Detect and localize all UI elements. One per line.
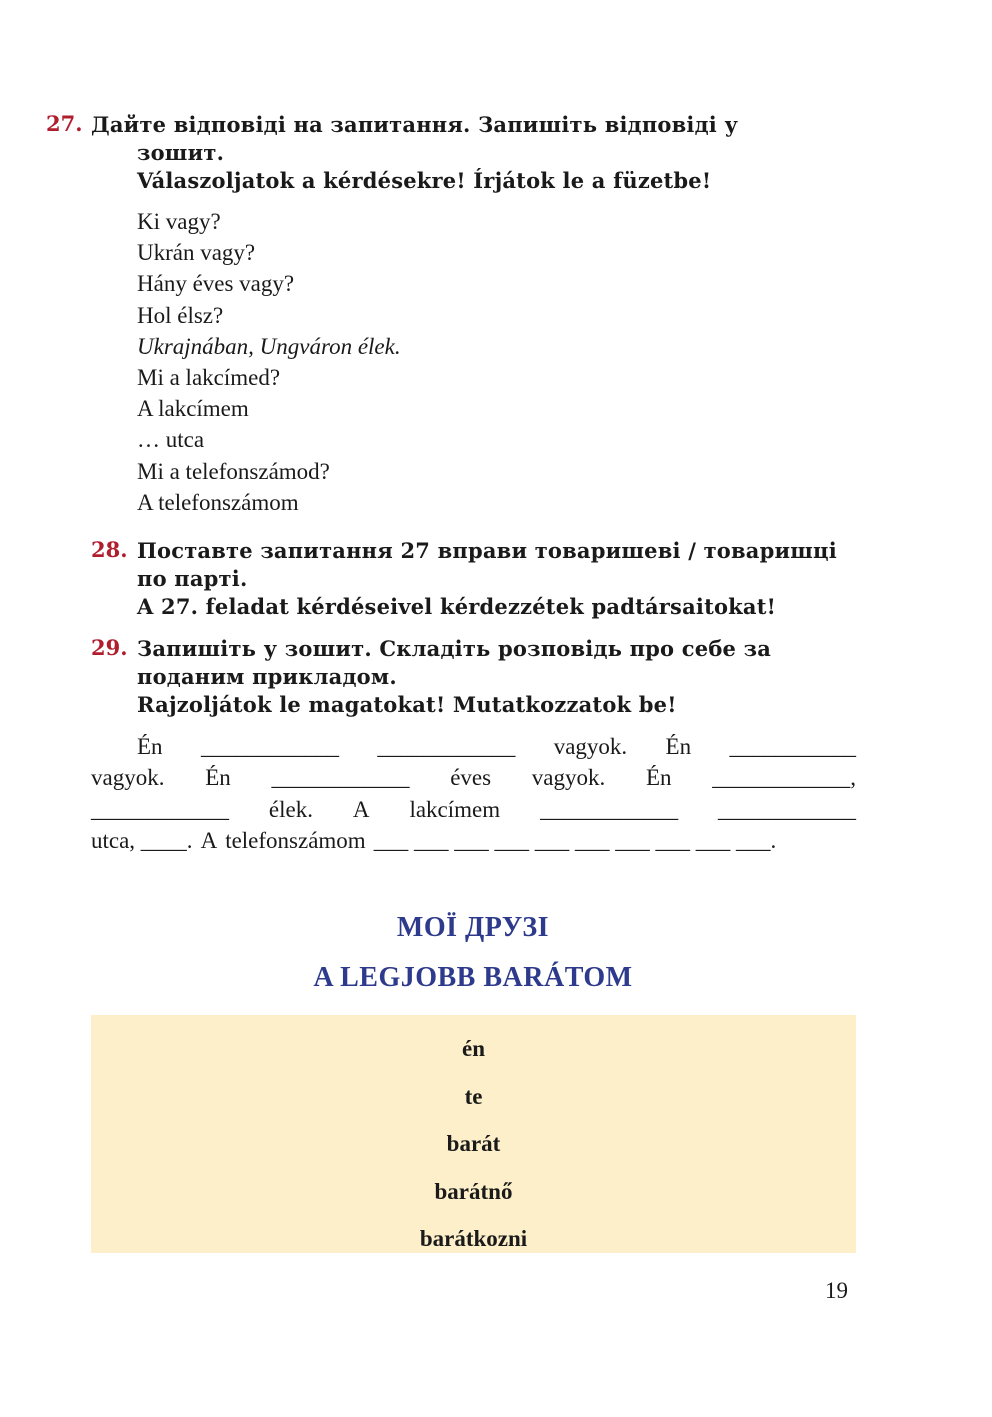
question-line: Ukrán vagy? <box>137 240 256 266</box>
vocabulary-box <box>91 1015 856 1253</box>
fill-row: utca, ____. A telefonszámom ___ ___ ___ ___ ___ ___ ___ ___ ___ ___. <box>91 825 856 856</box>
blank: ____________ <box>717 796 856 822</box>
answer-line: A lakcímem <box>137 396 249 422</box>
answer-line: … utca <box>137 427 205 453</box>
question-list <box>137 206 401 518</box>
fill-in-paragraph <box>91 731 856 856</box>
blank: ____________, <box>712 765 856 791</box>
question-line: Mi a lakcímed? <box>137 365 281 391</box>
vocabulary-word: barát <box>446 1131 501 1156</box>
task-instruction-ua: Запишіть у зошит. Складіть розповідь про себе за поданим прикладом. <box>137 636 772 689</box>
answer-line: A telefonszámom <box>137 489 299 515</box>
blank: ___ ___ ___ ___ ___ ___ ___ ___ ___ ___. <box>373 827 777 853</box>
question-line: Mi a telefonszámod? <box>137 458 330 484</box>
task-instruction-ua: Дайте відповіді на запитання. Запишіть відповіді у зошит. <box>91 112 739 165</box>
section-title-ua: МОЇ ДРУЗІ <box>396 912 550 943</box>
question-line: Ki vagy? <box>137 209 221 234</box>
task-instruction-hu: Rajzoljátok le magatokat! Mutatkozzatok be! <box>137 692 677 717</box>
blank: ____________ <box>91 796 229 822</box>
blank: ____________ <box>377 734 516 759</box>
example-answer: Ukrajnában, Ungváron élek. <box>137 333 401 359</box>
fill-row: Én ____________ ____________ vagyok. Én ___________ <box>91 731 856 762</box>
task-29 <box>91 635 917 719</box>
vocabulary-word: barátnő <box>434 1178 513 1204</box>
blank: ___________ <box>729 734 856 759</box>
blank: ____________ <box>200 734 339 759</box>
vocabulary-word: te <box>464 1083 483 1109</box>
task-instruction-ua: Поставте запитання 27 вправи товаришеві / товаришці по парті. <box>137 538 837 591</box>
blank: ____________ <box>271 765 410 791</box>
task-instruction-hu: Válaszoljatok a kérdésekre! Írjátok le a füzetbe! <box>137 168 712 193</box>
vocabulary-word: én <box>462 1036 485 1061</box>
vocabulary-word: barátkozni <box>419 1226 528 1251</box>
vocabulary-list <box>91 1015 856 1263</box>
task-28 <box>91 537 917 621</box>
task-instruction-hu: A 27. feladat kérdéseivel kérdezzétek padtársaitokat! <box>137 594 777 619</box>
blank: ____________ <box>540 796 679 822</box>
task-27 <box>46 111 871 195</box>
fill-row: vagyok. Én ____________ éves vagyok. Én ____________, <box>91 762 856 793</box>
task-number: 27. <box>46 111 83 136</box>
question-line: Hány éves vagy? <box>137 271 295 297</box>
question-line: Hol élsz? <box>137 302 224 328</box>
task-number: 28. <box>91 537 128 562</box>
fill-row: ____________ élek. A lakcímem ____________ ____________ <box>91 794 856 825</box>
task-number: 29. <box>91 635 128 660</box>
page-number: 19 <box>825 1278 848 1303</box>
section-title-hu: A LEGJOBB BARÁTOM <box>313 962 633 993</box>
